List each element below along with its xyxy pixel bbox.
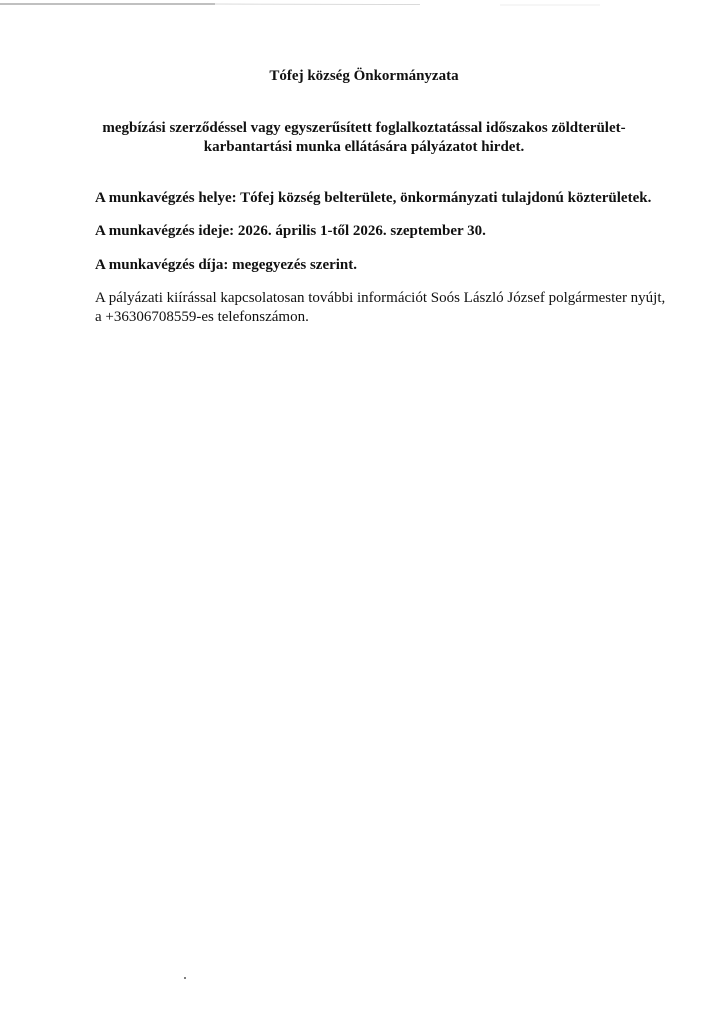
scan-speck [184,977,186,979]
organization-title: Tófej község Önkormányzata [269,68,459,84]
intro-line: megbízási szerződéssel vagy egyszerűsített foglalkoztatással időszakos zöldterület- [102,120,626,136]
announcement-intro [60,119,668,157]
contact-paragraph [95,289,695,327]
work-place-line: A munkavégzés helye: Tófej község belterülete, önkormányzati tulajdonú közterületek. [95,190,652,206]
intro-line: karbantartási munka ellátására pályázatot hirdet. [203,139,525,155]
contact-line: A pályázati kiírással kapcsolatosan további információt Soós László József polgármester nyújt, [95,290,666,306]
contact-line: a +36306708559-es telefonszámon. [95,309,309,325]
work-period-line: A munkavégzés ideje: 2026. április 1-től 2026. szeptember 30. [95,223,486,239]
work-fee-line: A munkavégzés díja: megegyezés szerint. [95,257,358,273]
